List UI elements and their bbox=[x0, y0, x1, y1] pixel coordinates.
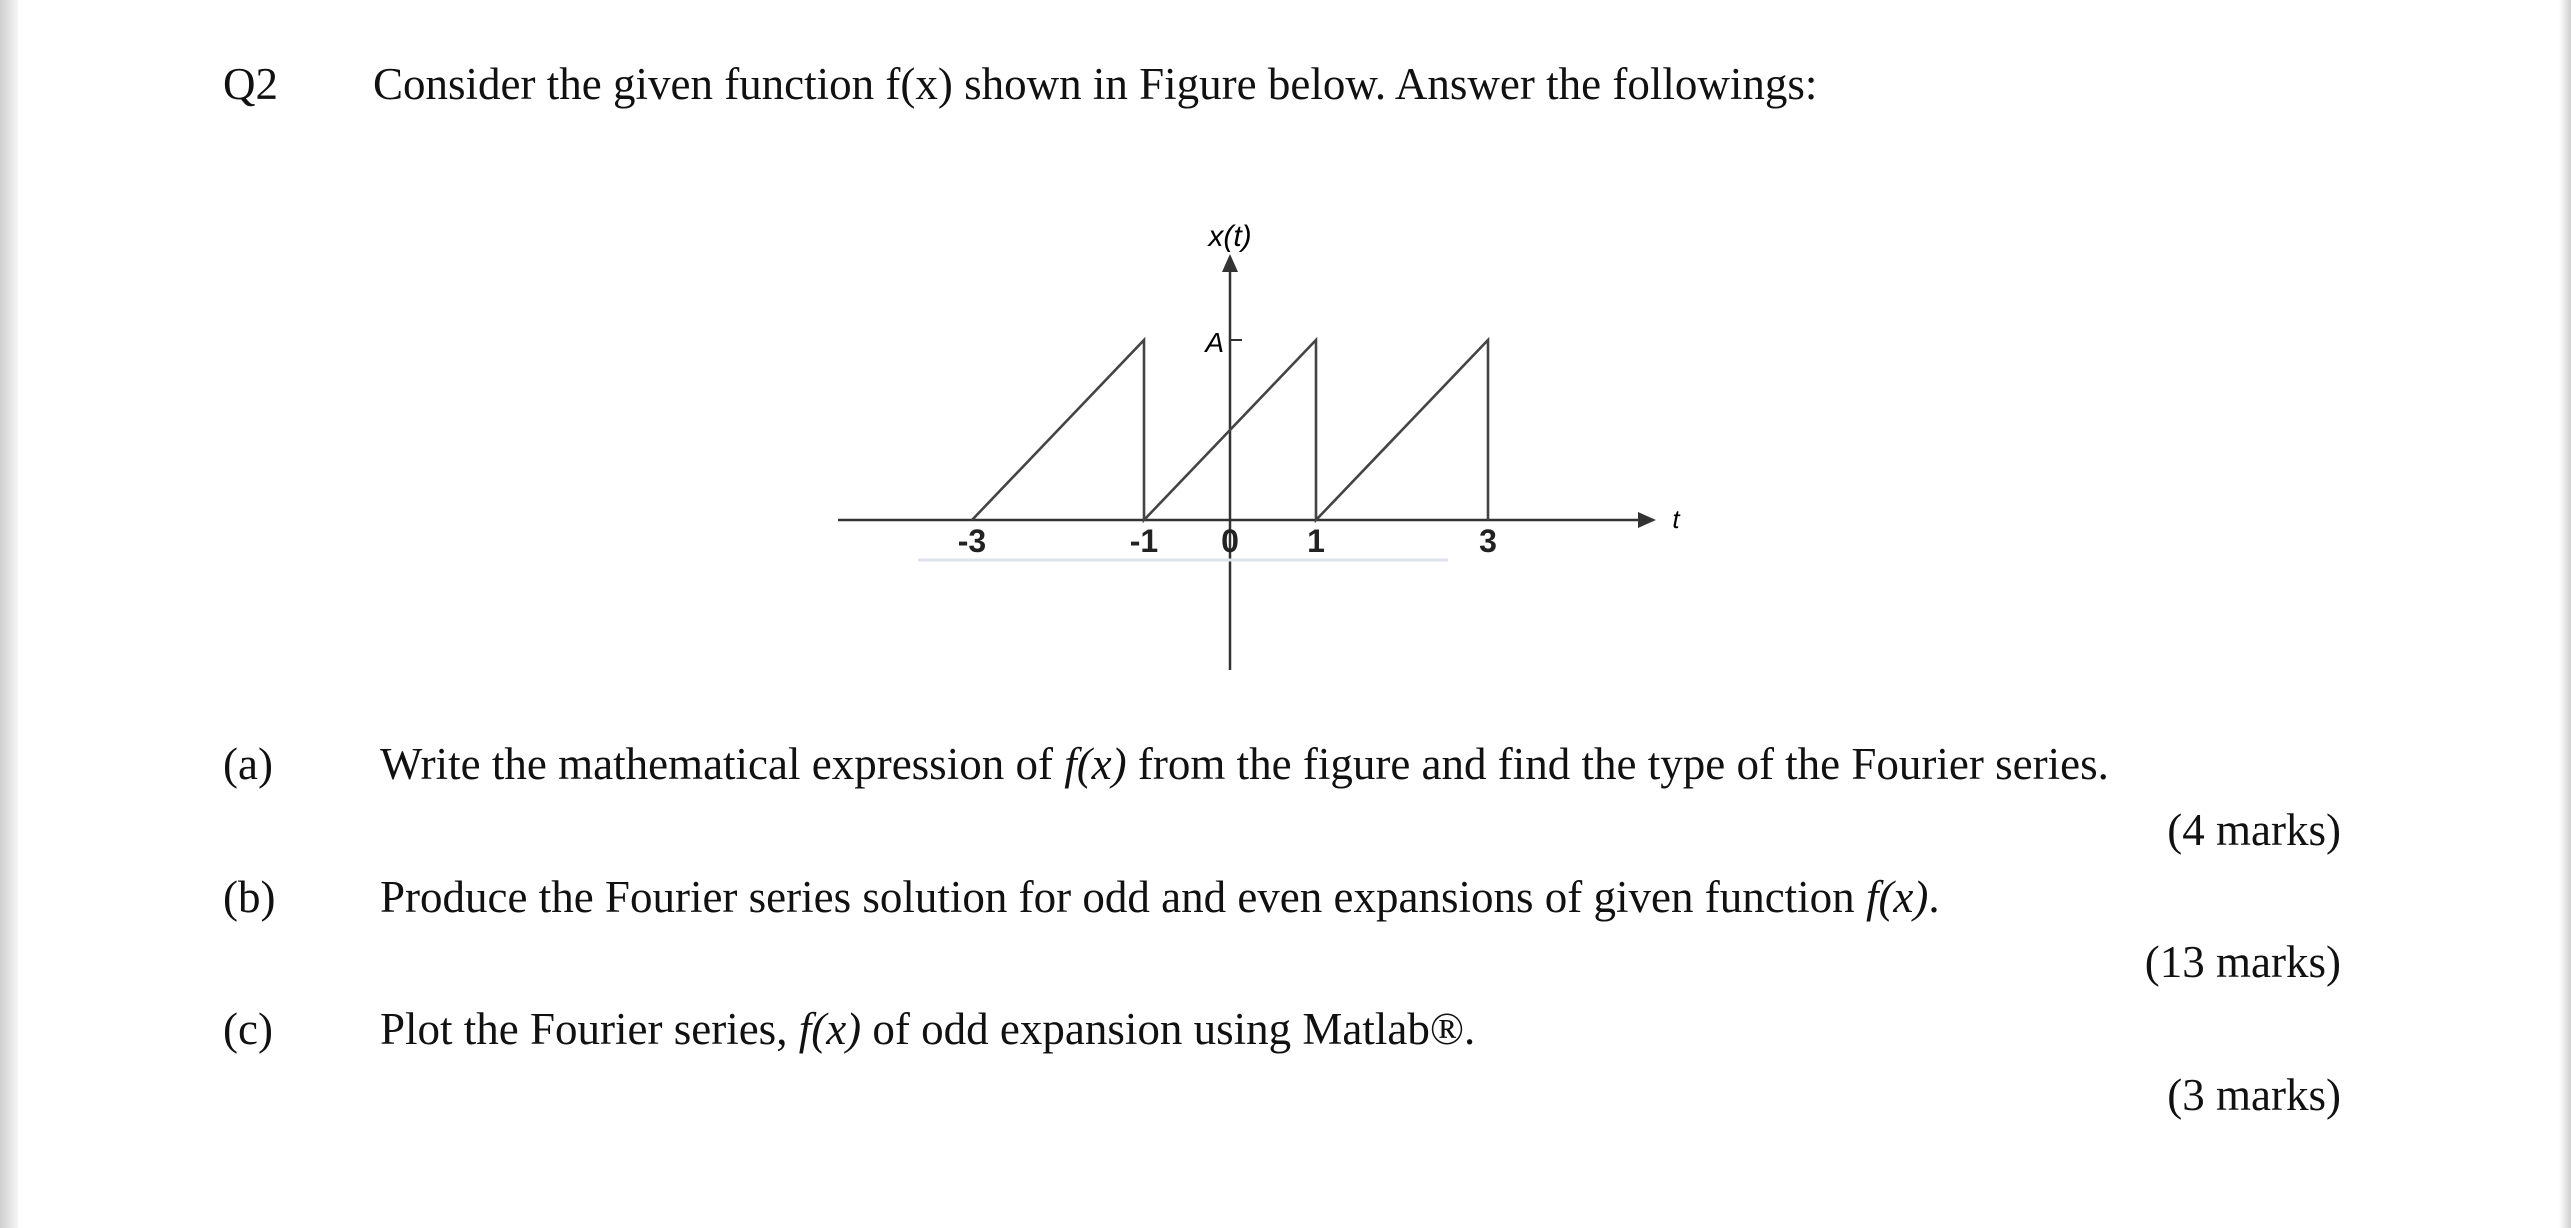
page-shadow-right bbox=[2559, 0, 2571, 1228]
y-axis-arrowhead bbox=[1222, 254, 1238, 272]
part-b-label: (b) bbox=[223, 872, 276, 922]
x-tick-label: -1 bbox=[1129, 523, 1159, 559]
part-b-text-before: Produce the Fourier series solution for odd and even expansions of given function bbox=[380, 872, 1866, 922]
part-b-function: f(x) bbox=[1865, 872, 1929, 922]
part-c-function: f(x) bbox=[798, 1004, 862, 1054]
part-a-function: f(x) bbox=[1064, 739, 1127, 789]
x-tick-label: 1 bbox=[1307, 523, 1325, 559]
part-b-text-after: . bbox=[1928, 872, 1940, 922]
part-a-label: (a) bbox=[223, 739, 273, 789]
page-shadow-left bbox=[0, 0, 18, 1228]
document-page bbox=[18, 0, 2559, 1228]
x-axis-label: t bbox=[1672, 504, 1680, 534]
amplitude-label: A bbox=[1205, 327, 1224, 358]
part-b-text bbox=[380, 872, 1940, 922]
y-axis-label: x(t) bbox=[1208, 220, 1252, 253]
part-c-text-after: of odd expansion using Matlab®. bbox=[861, 1004, 1476, 1054]
part-a-text bbox=[380, 739, 2109, 789]
part-b-marks: (13 marks) bbox=[2144, 937, 2341, 987]
part-a-marks: (4 marks) bbox=[2167, 805, 2341, 855]
x-tick-labels bbox=[958, 523, 1497, 559]
part-a-text-after: from the figure and find the type of the Fourier series. bbox=[1126, 739, 2109, 789]
part-c-text bbox=[380, 1004, 1476, 1054]
part-c-marks: (3 marks) bbox=[2167, 1070, 2341, 1120]
x-tick-label: -3 bbox=[957, 523, 987, 559]
part-a-text-before: Write the mathematical expression of bbox=[380, 739, 1065, 789]
sawtooth-figure bbox=[838, 210, 1738, 730]
t-axis-arrowhead bbox=[1638, 512, 1656, 528]
x-tick-label: 0 bbox=[1221, 523, 1239, 559]
question-prompt: Consider the given function f(x) shown in Figure below. Answer the followings: bbox=[373, 59, 1818, 109]
x-tick-label: 3 bbox=[1479, 523, 1497, 559]
part-c-text-before: Plot the Fourier series, bbox=[380, 1004, 799, 1054]
part-c-label: (c) bbox=[223, 1004, 273, 1054]
question-number: Q2 bbox=[223, 59, 278, 109]
